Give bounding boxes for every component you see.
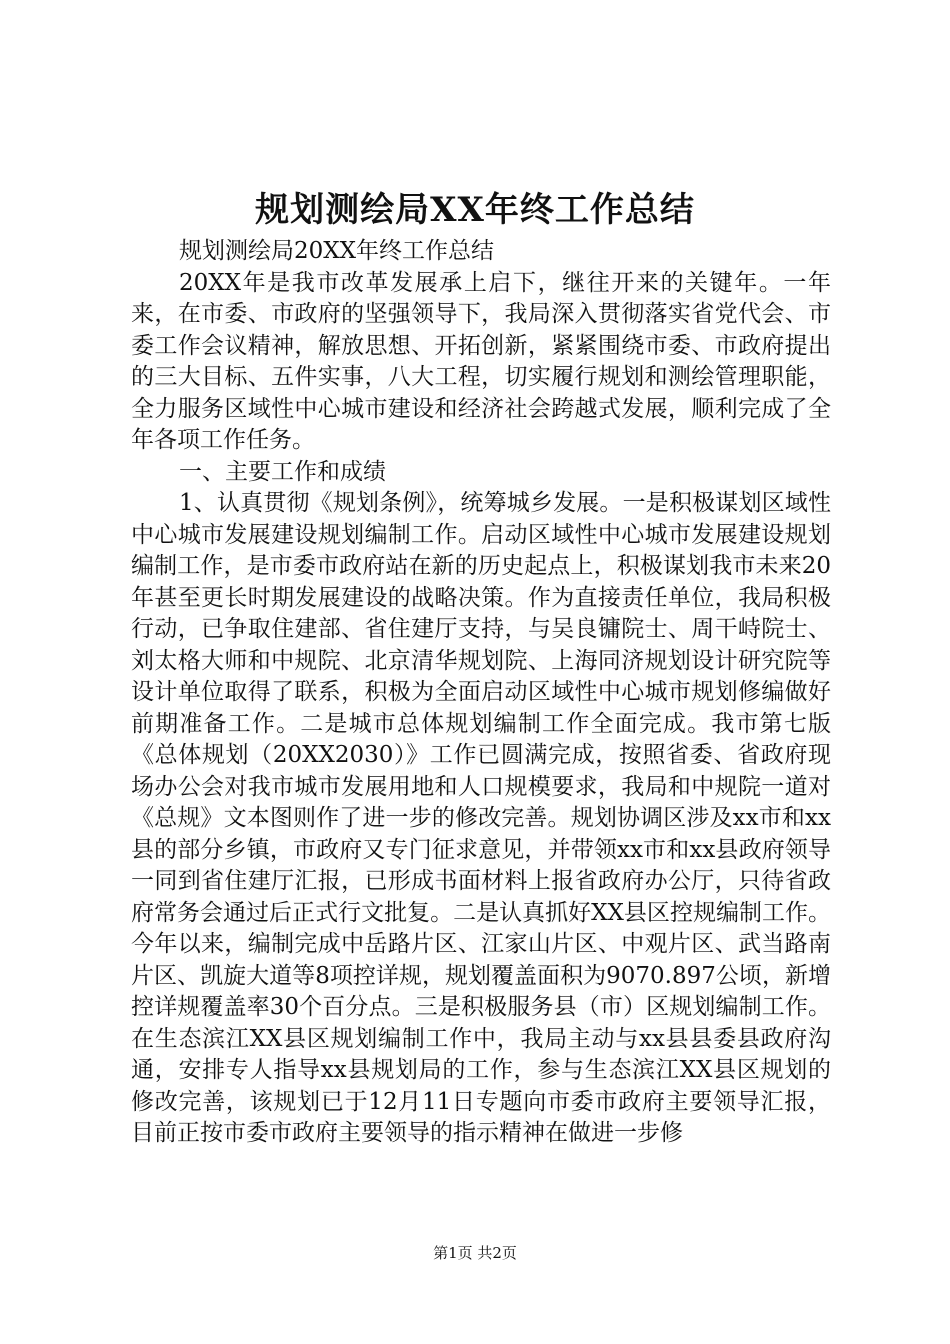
section-heading: 一、主要工作和成绩 <box>179 458 386 485</box>
intro-paragraph: 20XX年是我市改革发展承上启下，继往开来的关键年。一年来，在市委、市政府的坚强领导下，我局深入贯彻落实省党代会、市委工作会议精神，解放思想、开拓创新，紧紧围绕市委、市政府提出的三大目标、五件实事，八大工程，切实履行规划和测绘管理职能，全力服务区域性中心城市建设和经济社会跨越式发展，顺利完成了全年各项工作任务。 <box>131 269 831 453</box>
document-body <box>131 236 831 1150</box>
section-paragraph: 1、认真贯彻《规划条例》，统筹城乡发展。一是积极谋划区域性中心城市发展建设规划编制工作。启动区域性中心城市发展建设规划编制工作，是市委市政府站在新的历史起点上，积极谋划我市未来20年甚至更长时期发展建设的战略决策。作为直接责任单位，我局积极行动，已争取住建部、省住建厅支持，与吴良镛院士、周干峙院士、刘太格大师和中规院、北京清华规划院、上海同济规划设计研究院等设计单位取得了联系，积极为全面启动区域性中心城市规划修编做好前期准备工作。二是城市总体规划编制工作全面完成。我市第七版《总体规划（20XX2030）》工作已圆满完成，按照省委、省政府现场办公会对我市城市发展用地和人口规模要求，我局和中规院一道对《总规》文本图则作了进一步的修改完善。规划协调区涉及xx市和xx县的部分乡镇，市政府又专门征求意见，并带领xx市和xx县政府领导一同到省住建厅汇报，已形成书面材料上报省政府办公厅，只待省政府常务会通过后正式行文批复。二是认真抓好XX县区控规编制工作。今年以来，编制完成中岳路片区、江家山片区、中观片区、武当路南片区、凯旋大道等8项控详规，规划覆盖面积为9070.897公顷，新增控详规覆盖率30个百分点。三是积极服务县（市）区规划编制工作。在生态滨江XX县区规划编制工作中，我局主动与xx县县委县政府沟通，安排专人指导xx县规划局的工作，参与生态滨江XX县区规划的修改完善，该规划已于12月11日专题向市委市政府主要领导汇报，目前正按市委市政府主要领导的指示精神在做进一步修 <box>131 490 831 1146</box>
subtitle-paragraph: 规划测绘局20XX年终工作总结 <box>179 238 495 264</box>
document-title: 规划测绘局XX年终工作总结 <box>255 190 695 230</box>
page-footer: 第1页 共2页 <box>433 1244 517 1262</box>
